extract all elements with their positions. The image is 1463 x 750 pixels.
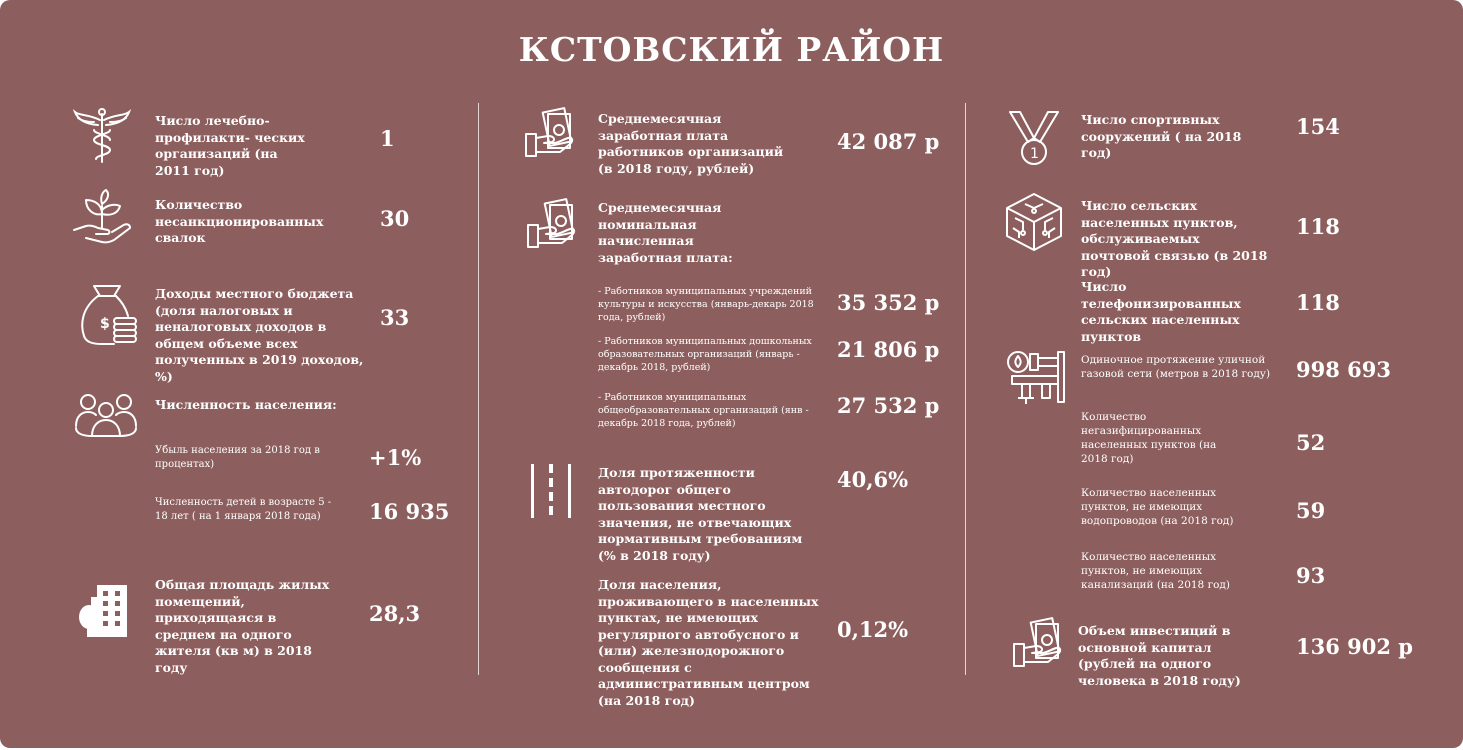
- gas-value: 998 693: [1296, 357, 1391, 382]
- column-divider-right: [965, 103, 966, 675]
- circuit-cube-icon: [1005, 192, 1063, 252]
- preschool-label: - Работников муниципальных дошкольных образовательных организаций (январь - декабрь 2018, рублей): [598, 336, 812, 373]
- roads-label: Доля протяженности автодорог общего пользования местного значения, не отвечающих нормативным требованиям (% в 2018 году): [598, 465, 803, 563]
- hand-money-icon-2: [526, 197, 580, 249]
- plant-hand-icon: [72, 188, 132, 248]
- sports-label: Число спортивных сооружений ( на 2018 год): [1081, 112, 1242, 160]
- sports-value: 154: [1296, 114, 1340, 139]
- nosewer-label: Количество населенных пунктов, не имеющих канализаций (на 2018 год): [1081, 551, 1230, 591]
- nominal-label: Среднемесячная номинальная начисленная заработная плата:: [598, 200, 733, 265]
- postal-label: Число сельских населенных пунктов, обслуживаемых почтовой связью (в 2018 год): [1081, 198, 1268, 279]
- medal-icon: [1004, 108, 1064, 168]
- nogas-label: Количество негазифицированных населенных пунктов (на 2018 год): [1081, 411, 1217, 465]
- culture-value: 35 352 р: [837, 290, 940, 315]
- children-label: Численность детей в возрасте 5 - 18 лет ( на 1 января 2018 года): [155, 497, 332, 522]
- road-icon: [527, 462, 575, 520]
- svg-text:1: 1: [1030, 146, 1039, 162]
- bus-value: 0,12%: [837, 617, 909, 642]
- hand-money-icon-3: [1012, 616, 1066, 668]
- decline-value: +1%: [369, 445, 422, 470]
- nowater-label: Количество населенных пунктов, не имеющих водопроводов (на 2018 год): [1081, 487, 1234, 527]
- invest-value: 136 902 р: [1296, 634, 1413, 659]
- money-bag-coins-icon: [78, 284, 138, 346]
- medical-label: Число лечебно-профилакти- ческих организаций (на 2011 год): [155, 113, 305, 178]
- school-label: - Работников муниципальных общеобразовательных организаций (янв - декабрь 2018 года, рублей): [598, 392, 809, 429]
- column-divider-left: [478, 103, 479, 675]
- school-value: 27 532 р: [837, 393, 940, 418]
- postal-value: 118: [1296, 214, 1340, 239]
- bus-label: Доля населения, проживающего в населенных пунктах, не имеющих регулярного автобусного и (или) железнодорожного сообщения с административным центром (на 2018 год): [598, 577, 819, 708]
- dumps-value: 30: [380, 206, 410, 231]
- budget-value: 33: [380, 305, 410, 330]
- svg-text:$: $: [100, 316, 110, 332]
- medical-value: 1: [380, 126, 395, 151]
- housing-label: Общая площадь жилых помещений, приходящаяся в среднем на одного жителя (кв м) в 2018 году: [155, 577, 330, 675]
- invest-label: Объем инвестиций в основной капитал (рублей на одного человека в 2018 году): [1078, 623, 1241, 688]
- roads-value: 40,6%: [837, 467, 909, 492]
- culture-label: - Работников муниципальных учреждений культуры и искусства (январь-декарь 2018 года, рублей): [598, 286, 814, 323]
- phone-value: 118: [1296, 290, 1340, 315]
- nosewer-value: 93: [1296, 563, 1326, 588]
- gas-label: Одиночное протяжение уличной газовой сети (метров в 2018 году): [1081, 354, 1271, 380]
- page-title: КСТОВСКИЙ РАЙОН: [518, 30, 945, 69]
- nogas-value: 52: [1296, 430, 1326, 455]
- budget-label: Доходы местного бюджета (доля налоговых и неналоговых доходов в общем объеме всех полученных в 2019 доходов, %): [155, 286, 364, 384]
- salary-label: Среднемесячная заработная плата работников организаций (в 2018 году, рублей): [598, 111, 784, 176]
- people-group-icon: [74, 392, 138, 438]
- dumps-label: Количество несанкционированных свалок: [155, 197, 324, 245]
- phone-label: Число телефонизированных сельских населенных пунктов: [1081, 279, 1241, 344]
- housing-value: 28,3: [369, 601, 421, 626]
- nowater-value: 59: [1296, 498, 1326, 523]
- caduceus-icon: [72, 106, 132, 166]
- children-value: 16 935: [369, 499, 450, 524]
- hand-money-icon: [524, 106, 578, 158]
- gas-pipes-icon: [1004, 348, 1068, 406]
- building-tree-icon: [77, 581, 137, 639]
- population-label: Численность населения:: [155, 397, 337, 412]
- decline-label: Убыль населения за 2018 год в процентах): [155, 445, 320, 470]
- salary-value: 42 087 р: [837, 129, 940, 154]
- preschool-value: 21 806 р: [837, 337, 940, 362]
